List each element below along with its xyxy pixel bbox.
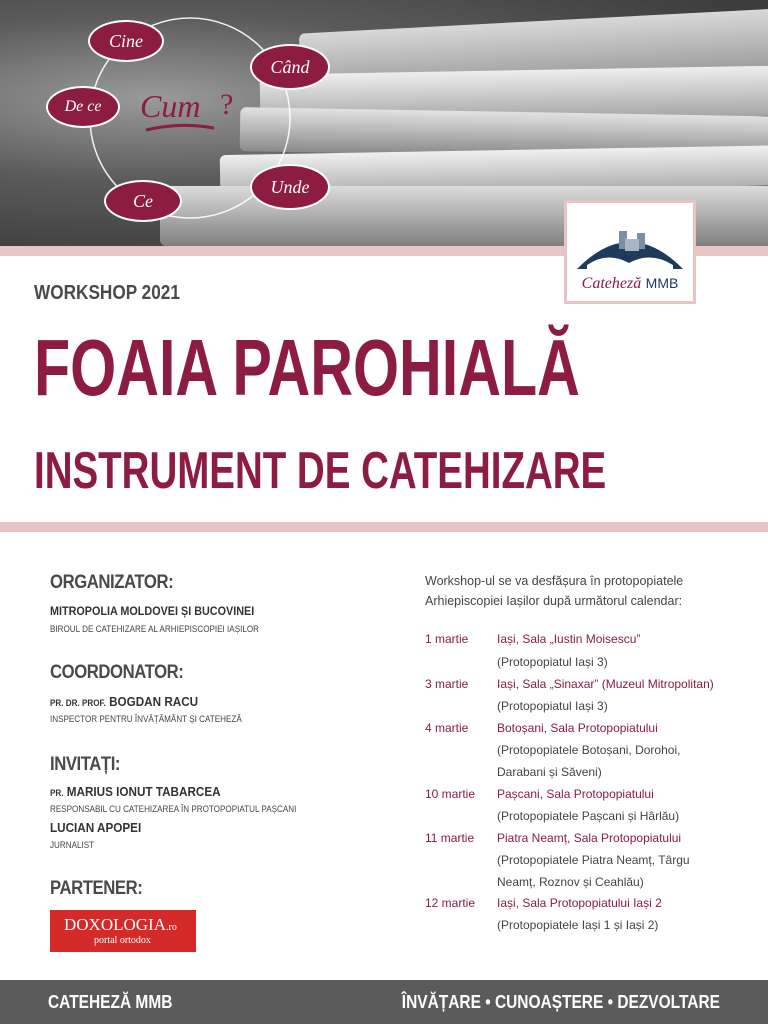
calendar-intro-1: Workshop-ul se va desfășura în protopopiatele bbox=[425, 574, 684, 588]
footer-left: CATEHEZĂ MMB bbox=[48, 992, 173, 1012]
footer-bar bbox=[0, 980, 768, 1024]
bubble-cine: Cine bbox=[88, 20, 164, 62]
organizator-name: MITROPOLIA MOLDOVEI ȘI BUCOVINEI bbox=[50, 604, 255, 618]
doxologia-logo[interactable] bbox=[50, 910, 196, 952]
logo-script: Cateheză bbox=[581, 275, 642, 292]
calendar-place: Pașcani, Sala Protopopiatului bbox=[497, 787, 654, 801]
calendar-intro-2: Arhiepiscopiei Iașilor după următorul calendar: bbox=[425, 594, 683, 608]
guest1-sub: RESPONSABIL CU CATEHIZAREA ÎN PROTOPOPIATUL PAȘCANI bbox=[50, 804, 297, 814]
organizator-sub: BIROUL DE CATEHIZARE AL ARHIEPISCOPIEI IAȘILOR bbox=[50, 624, 260, 634]
bubble-cand: Când bbox=[250, 44, 330, 90]
calendar-note: Darabani și Săveni) bbox=[497, 765, 602, 779]
partener-heading: PARTENER: bbox=[50, 878, 143, 899]
page-subtitle: INSTRUMENT DE CATEHIZARE bbox=[34, 442, 607, 500]
bubble-ce: Ce bbox=[104, 180, 182, 222]
calendar-date: 12 martie bbox=[425, 896, 476, 910]
calendar-note: (Protopopiatele Pașcani și Hârlău) bbox=[497, 809, 680, 823]
guest1-name: MARIUS IONUT TABARCEA bbox=[66, 784, 221, 799]
coordonator-prefix: PR. DR. PROF. bbox=[50, 698, 106, 708]
doxologia-sub: portal ortodox bbox=[94, 935, 151, 946]
logo-caps: MMB bbox=[645, 275, 679, 291]
calendar-date: 11 martie bbox=[425, 831, 475, 845]
doxologia-name: DOXOLOGIA bbox=[64, 915, 166, 934]
doxologia-tld: .ro bbox=[165, 922, 177, 933]
calendar-note: (Protopopiatele Botoșani, Dorohoi, bbox=[497, 743, 681, 757]
workshop-kicker: WORKSHOP 2021 bbox=[34, 282, 180, 304]
calendar-note: Neamț, Roznov și Ceahlău) bbox=[497, 875, 644, 889]
footer-right: ÎNVĂȚARE • CUNOAȘTERE • DEZVOLTARE bbox=[401, 992, 720, 1012]
invitati-heading: INVITAȚI: bbox=[50, 754, 121, 775]
calendar-place: Iași, Sala „Sinaxar” (Muzeul Mitropolitan) bbox=[497, 677, 714, 691]
calendar-note: (Protopopiatul Iași 3) bbox=[497, 699, 608, 713]
cateheza-logo bbox=[564, 200, 696, 304]
calendar-date: 4 martie bbox=[425, 721, 469, 735]
coordonator-heading: COORDONATOR: bbox=[50, 662, 184, 683]
guest2-name: LUCIAN APOPEI bbox=[50, 820, 142, 835]
calendar-note: (Protopopiatul Iași 3) bbox=[497, 655, 608, 669]
calendar-note: (Protopopiatele Iași 1 și Iași 2) bbox=[497, 918, 659, 932]
page-title: FOAIA PAROHIALĂ bbox=[34, 323, 580, 412]
guest2-sub: JURNALIST bbox=[50, 840, 95, 850]
middle-divider bbox=[0, 522, 768, 532]
calendar-date: 3 martie bbox=[425, 677, 469, 691]
calendar-place: Iași, Sala „Iustin Moisescu” bbox=[497, 632, 641, 646]
calendar-place: Iași, Sala Protopopiatului Iași 2 bbox=[497, 896, 662, 910]
center-word: Cum bbox=[140, 88, 201, 124]
bubble-de-ce: De ce bbox=[46, 86, 120, 128]
guest1-prefix: PR. bbox=[50, 788, 64, 798]
organizator-heading: ORGANIZATOR: bbox=[50, 572, 174, 593]
bubble-unde: Unde bbox=[250, 164, 330, 210]
coordonator-name: BOGDAN RACU bbox=[109, 694, 199, 709]
calendar-note: (Protopopiatele Piatra Neamț, Târgu bbox=[497, 853, 690, 867]
coordonator-sub: INSPECTOR PENTRU ÎNVĂȚĂMÂNT ȘI CATEHEZĂ bbox=[50, 714, 242, 724]
calendar-place: Piatra Neamț, Sala Protopopiatului bbox=[497, 831, 682, 845]
church-book-icon bbox=[567, 207, 693, 277]
calendar-date: 10 martie bbox=[425, 787, 476, 801]
calendar-date: 1 martie bbox=[425, 632, 469, 646]
center-question-mark: ? bbox=[220, 88, 234, 121]
calendar-place: Botoșani, Sala Protopopiatului bbox=[497, 721, 658, 735]
